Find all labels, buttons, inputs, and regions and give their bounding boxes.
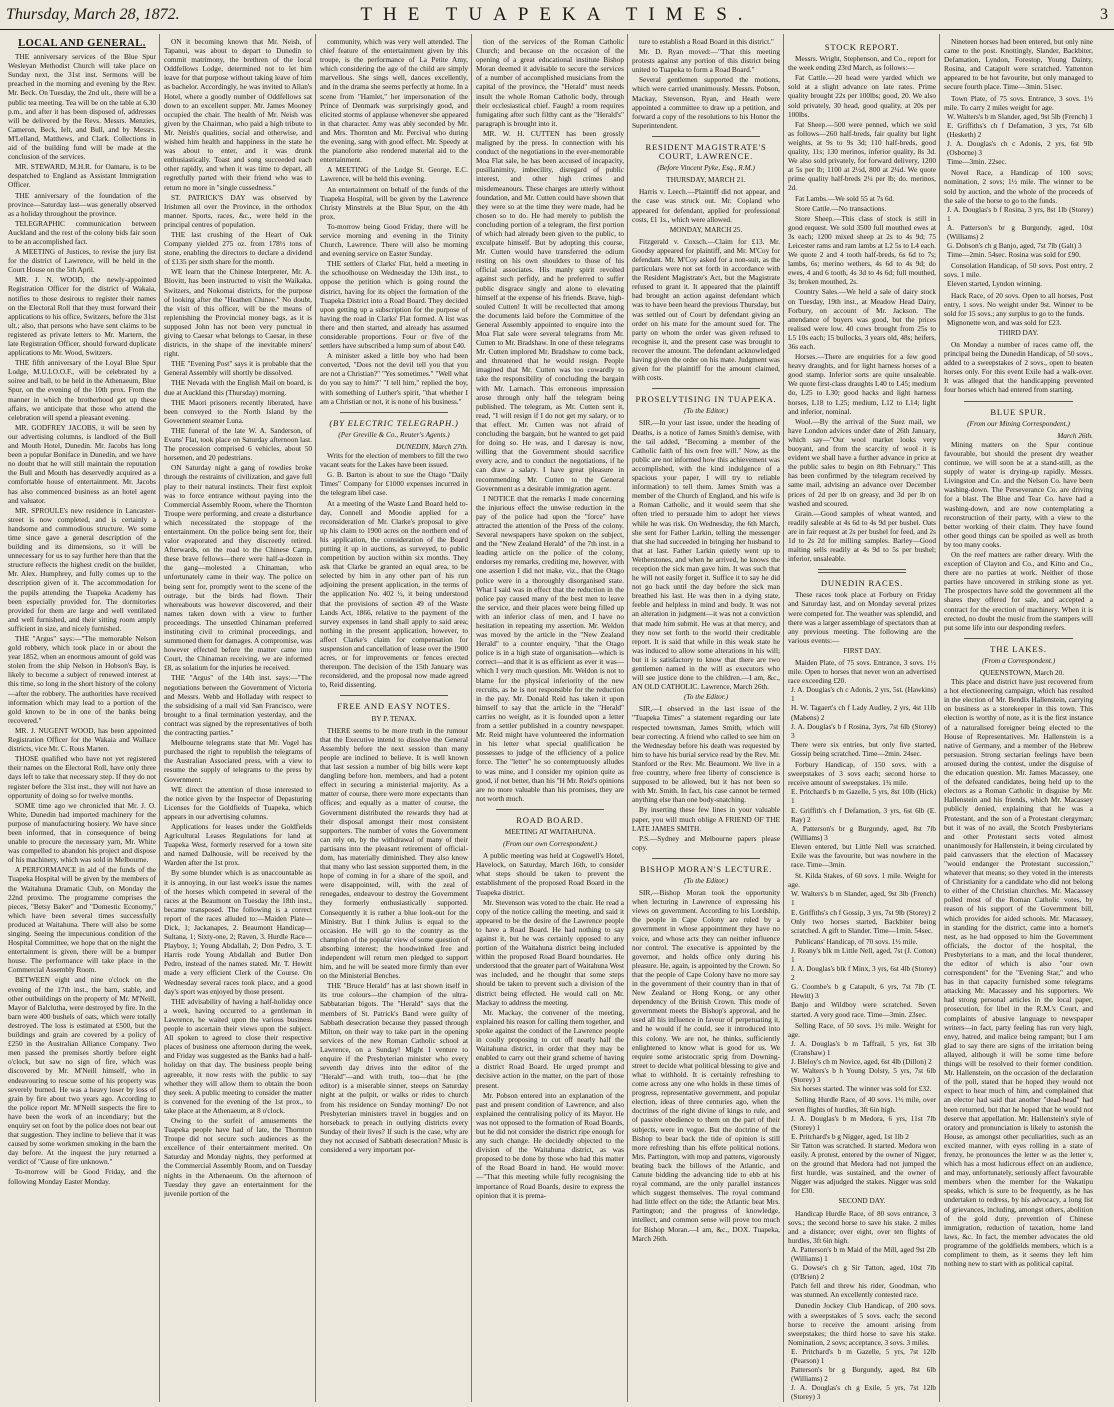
article-paragraph: THOSE qualified who have not yet registered their names on the Electoral Roll, have only three days left to take that necessary step. If they do not register before the 31st inst., they will not have an opportunity of doing so for twelve months.: [8, 754, 156, 800]
article-paragraph: A PERFORMANCE in aid of the funds of the Tuapeka Hospital will be given by the members of the Waitahuna Dramatic Club, on Monday the 22nd proximo. The programme comprises the pieces, "Betsy Baker" and "Domestic Economy," which have been several times successfully produced at Waitahuna. There will also be some singing. Seeing the impecunious condition of the Hospital Committee, we hope that on the night the entertainment is given, there will be a bumper house. The performance will take place in the Commercial Assembly Room.: [8, 865, 156, 975]
race-results-day-2: [788, 1209, 936, 1402]
article-paragraph: A MEETING of the Lodge St. George, E.C. Lawrence, will be held this evening.: [320, 165, 468, 184]
article-paragraph: By inserting these few lines in your valuable paper, you will much oblige A FRIEND OF THE LATE JAMES SMITH.: [632, 805, 780, 833]
article-paragraph: Harris v. Leech.—Plaintiff did not appear, and the case was struck out. Mr. Copland who appeared for defendant, applied for professional costs, £1 1s., which were allowed.: [632, 187, 780, 224]
article-paragraph: THE funeral of the late W. A. Sanderson, of Evans' Flat, took place on Saturday afternoon last. The procession comprised 6 vehicles, about 50 horsemen, and 20 pedestrians.: [164, 425, 312, 463]
court-cases-1: [632, 187, 780, 223]
article-paragraph: Mr. D. Ryan moved:—"That this meeting protests against any portion of this district being united to Tuapeka to form a Road Board.": [632, 47, 780, 75]
article-paragraph: BETWEEN eight and nine o'clock on the evening of the 17th inst., the barn, stable, and other outbuildings on the property of Mr. M'Neill, Mayor of Balclutha, were destroyed by fire. In the barn were 400 bushels of oats, which were totally destroyed. The loss is estimated at £500, but the buildings and grain are covered by a policy of £250 in the Australian Alliance Company. Two men passed the premises shortly before eight o'clock, but saw no sign of fire, which was discovered by Mr. M'Neill himself, who in endeavouring to rescue some of his property was severely burned. He was a heavy loser by loss of grain by fire about two years ago. According to the police report Mr. M'Neill suspects the fire to have been the work of an incendiary; but the enquiry set on foot by the police does not bear out that suggestion. They incline to believe that it was caused by some workmen smoking in the barn the day before. At the inquest the jury returned a verdict of "Cause of fire unknown.": [8, 975, 156, 1167]
race-entry: [944, 291, 1093, 327]
article-paragraph: Mr. Pobson entered into an explanation of the past and present condition of Lawrence, and also explained the centralising policy of its Mayor. He was not opposed to the formation of Road Boards, but he did not consider the district ripe enough for any such change. He decidedly objected to the division of the Waitahuna district, as was proposed to be done by those who had this matter of the Road Board in hand. He would move:—"That this meeting while fully recognising the importance of Road Boards, desire to express the opinion that it is prema-: [476, 1090, 624, 1200]
race-line: E. Pritchard's b m Gazelle, 5 yrs, 7st 12lb (Pearson) 1: [791, 1346, 936, 1366]
article-paragraph: Several gentlemen supported the motions, which were carried unanimously. Messrs. Pobson, Mackay, Stevenson, Ryan, and Heath were appointed a committee to draw up a petition, and forward a copy of the resolutions to his Honor the Superintendent.: [632, 75, 780, 130]
race-title: Consolation Handicap, of 50 sovs. Post entry, 2 sovs. 1 mile.: [944, 261, 1093, 280]
divider: [340, 695, 448, 696]
race-line: Eleven entered, but Little Nell was scratched. Exile was the favourite, but was nowhere in the race. Time—3min.: [791, 841, 936, 870]
divider: [964, 638, 1073, 639]
article-paragraph: THE Maori prisoners recently liberated, have been conveyed to the North Island by the Government steamer Luna.: [164, 397, 312, 425]
article-paragraph: MR. GODFREY JACOBS, it will be seen by our advertising columns, is landlord of the Bull and Mouth Hotel, Dunedin. Mr. Jacobs has long been a popular Boniface in Dunedin, and we have no doubt that he will still maintain the reputation the Bull and Mouth has deservedly acquired as a comfortable house of entertainment. Mr. Jacobs has also commenced business as an hotel agent and valuator.: [8, 422, 156, 505]
race-line: Only two horses started, Backbiter being scratched. A gift to Slander. Time—1min. 54sec.: [791, 916, 936, 935]
local-general-items: [8, 52, 156, 1186]
race-line: E. Pritchard's b m Gazelle, 5 yrs, 8st 10lb (Hick) 1: [791, 787, 936, 806]
article-paragraph: THE anniversary of the foundation of the province—Saturday last—was generally observed as a holiday throughout the province.: [8, 190, 156, 218]
road-board-subheading: MEETING AT WAITAHUNA.: [504, 826, 596, 836]
article-paragraph: Fat Sheep.—500 were penned, which we sold as follows—260 half-breds, fair quality but light weights, at 9s to 9s 3d; 110 half-breds, good quality, 11s; 130 merinos, inferior quality, 8s 3d. We also sold privately, for forward delivery, 1200 at 5s per lb; 1100 at 2½d, 800 at 2¼d. We quote prime quality half-breds 2¼ per lb; do. merinos, 2d.: [788, 119, 936, 193]
article-paragraph: Wool.—By the arrival of the Suez mail, we have London advices under date of 26th January, which say—"Our wool market looks very buoyant, and from the scarcity of wool it is evident we shall have a further advance in price at the public sales to begin on 8th February." This has been confirmed by the telegram received by same mail, advising an advance over December prices of 2d per lb on greasy, and 3d per lb on washed and scoured.: [788, 416, 936, 508]
race-line: Mignonette won, and was sold for £23.: [947, 317, 1062, 327]
article-paragraph: THE "Argus" of the 14th inst. says:—"The negotiations between the Government of Victoria and Messrs. Webb and Holladay with respect to the subsidising of a mail vid San Francisco, were brought to a final termination yesterday, and the contract was signed by the representatives of both the contracting parties.": [164, 673, 312, 738]
stock-report-items: [788, 54, 936, 563]
article-paragraph: MR. SPROULE's new residence in Lancaster-street is now completed, and is certainly a handsome and commodious structure. We some time since gave a general description of the building and its dimensions, so it will be unnecessary for us to say further here than that the structure reflects the highest credit on the builder, Mr. Alex. Humphrey, and fully comes up to the description given of it. The accommodation for the pupils attending the Tuapeka Academy has been especially provided for. The dormitories provided for them are large and well ventilated and well furnished, and their sitting room amply sufficient in size, and nicely furnished.: [8, 505, 156, 633]
magistrate-court-presiding: (Before Vincent Pyke, Esq., R.M.): [657, 163, 755, 173]
race-line: H. W. Tagaert's ch f Lady Audley, 2 yrs, 4st 11lb (Mabens) 2: [791, 703, 936, 722]
race-line: A. Patterson's br g Burgundy, aged, 8st 7lb (Williams) 3: [791, 823, 936, 842]
lakes-dateline: QUEENSTOWN, March 20.: [979, 668, 1065, 677]
race-line: E. Griffiths's ch f Defamation, 3 yrs, 7st 6lb (Hesketh) 2: [947, 120, 1093, 139]
race-line: Sir Tatton was scratched. It started. Medora won easily. A protest, entered by the owner of Nigger, on the ground that Medora had not jumped the first hurdle, was sustained, and the owner of Nigger was adjudged the stakes. Nigger was sold for £30.: [791, 1140, 936, 1196]
article-paragraph: To-morrow will be Good Friday, and the following Monday Easter Monday.: [8, 1167, 156, 1186]
race-line: E. Griffiths's ch f Gossip, 3 yrs, 7st 9lb (Storey) 2: [791, 907, 936, 917]
race-entry: [788, 871, 936, 935]
blue-spur-heading: BLUE SPUR.: [990, 406, 1047, 417]
race-results-day-1: [788, 658, 936, 1195]
article-paragraph: MR. STEWARD, M.H.R. for Oamaru, is to be despatched to England as Assistant Immigration Officer.: [8, 162, 156, 190]
article-paragraph: P.S.—Sydney and Melbourne papers please copy.: [632, 833, 780, 852]
race-title: Novel Race, a Handicap of 100 sovs; nomination, 2 sovs; 1½ mile. The winner to be sold by auction, and the whole of the proceeds of the sale of the horse to go to the funds.: [944, 168, 1093, 205]
stock-report-heading: STOCK REPORT.: [824, 42, 900, 52]
column-7: [940, 34, 1096, 1402]
article-paragraph: This place and district have just recovered from a hot electioneering campaign, which has resulted in the election of Mr. Bendix Hallenstein, carrying on business as a storekeeper in this town. This election is worthy of note, as it is the first instance of a naturalised foreigner being elected to the House of Representatives. Mr. Hallenstein is a native of Germany, and a member of the Hebrew persuasion. Strong sectarian feelings have been aroused during the contest, under the disguise of the education question. Mr. James Macassey, one of the defeated candidates, being held up to the electors as a Roman Catholic in disguise by Mr. Hallenstein and his friends, which Mr. Macassey publicly denied, explaining that he was a Protestant, and the son of a Protestant clergyman; but it was of no avail, the Scotch Presbyterians and other Protestant sects voted almost unanimously for Hallenstein, it being circulated by paid canvassers that the election of Macassey "would endanger the Protestant succession," whatever that means; so they voted in the interests of Christianity for a candidate who did not belong to either of the Christian churches. Mr. Macassey polled most of the Roman Catholic votes, by reason of his support of the Government bill, which provides for aided schools. Mr. Macassey, in standing for the district, came into a hornet's nest, as he had opposed to him the Government officials, the doctor of the hospital, the Presbyterians to a man, and the local thunderer, the editor of which is also "our own correspondent" for the "Evening Star," and who has in that capacity furnished some telegrams attacking Mr. Macassey and his supporters. We had strong personal articles in the local paper, prosecution, for libel in the R.M.'s Court, and complaints of abusive language to newspaper writers—in fact, party feeling has run very high, envy, hatred, and malice being rampant; but I am glad to say there are signs of the irritation being allayed, although it will be some time before things will be resolved to their former condition. Mr. Hallenstein, on the occasion of the declaration of the poll, stated that he hoped they would not expect to hear much of him, and complained that an elector had said that another "dead-head" had been returned, but that he hoped that he would not deserve that appellation. Mr. Hallenstein's style of oratory and pronunciation is likely to astonish the House, as amongst other peculiarities, such as an excited manner, with eyes rolling in a state of frenzy, he pronounces the letter w as the letter v, which has a most ludicrous effect on an audience, and may, unfortunately, seriously affect favourable members when the member for the Wakatipu speaks, which is sure to be frequently, as he has undertaken to redress, by his advocacy, a long list of grievances, including, amongst others, abolition of the gold duty, prevention of Chinese immigration, reduction of taxation, home land laws, &c. In fact, the member advocates the old programme of the goldfields members, which is a compliment to them, as it seems they left him nothing new to start with as political capital.: [944, 677, 1093, 1269]
race-entry: [944, 168, 1093, 259]
race-entry: [788, 937, 936, 1019]
road-board-correspondent: (From our own Correspondent.): [503, 839, 597, 849]
lakes-correspondent: (From a Correspondent.): [981, 655, 1056, 665]
article-paragraph: Country Sales.—We held a sale of dairy stock on Tuesday, 19th inst., at Meadow Head Dairy, Forbury, on account of Mr. Jackson. The attendance of buyers was good, but the prices realised were low. 40 cows brought from 25s to L5 10s each; 15 bullocks, 3 years old, 48s; heifers, 36s each.: [788, 287, 936, 351]
article-paragraph: Mr. Stevenson was voted to the chair. He read a copy of the notice calling the meeting, and said it appeared to be the desire of the Lawrence people to have a Road Board. He had nothing to say against it, but he was certainly opposed to any portion of the Waitahuna district being included within the proposed Road Board boundaries. He understood that the greater part of Waitahuna West was included, and he thought that some steps should be taken to prevent such a division of the district being effected. He would call on Mr. Mackay to address the meeting.: [476, 897, 624, 1007]
article-paragraph: THE "Evening Post" says it is probable that the General Assembly will shortly be dissolved.: [164, 359, 312, 378]
race-title: Handicap Hurdle Race, of 80 sovs entrance, 3 sovs.; the second horse to save his stake. 2 miles and a distance; over eight, over ten flights of hurdles, 3ft 6in high.: [788, 1208, 936, 1245]
divider: [496, 809, 604, 810]
newspaper-title: THE TUAPEKA TIMES.: [360, 3, 754, 25]
column-1: [4, 34, 160, 1402]
divider: [340, 412, 448, 413]
article-paragraph: Applications for leases under the Goldfields Agricultural Leases Regulations for land at Tuapeka West, formerly reserved for a town site and named Dalhousie, will be received by the Warden after the 1st prox.: [164, 821, 312, 868]
race-entry: [788, 760, 936, 869]
race-line: A. Patterson's b m Maid of the Mill, aged 9st 2lb (Williams) 1: [791, 1244, 936, 1263]
race-line: J. A. Douglas's b f Rosina, 3 yrs, 8st 1lb (Storey) 1: [947, 204, 1093, 223]
article-paragraph: On the reef matters are rather dreary. With the exception of Clayton and Co., and Kitto and Co., there are no parties at work. Neither of those parties have uncovered in striking stone as yet. The prospectors have sold the government all the shares they offered for sale, and accepted a contract for the erection of machinery. When it is erected, no doubt the music from the stampers will put some life into our desponding reefers.: [944, 549, 1093, 632]
article-paragraph: community, which was very well attended. The chief feature of the entertainment given by this troupe, is the performance of La Petite Amy, which considering the age of the child are simply marvellous. She sings well, dances excellently, and in the drama she seems perfectly at home. In a scene from "Hamlet," her impersonation of the Prince of Denmark was surprisingly good, and elicited storms of applause whenever she appeared in that character. Amy was ably seconded by Mr. and Mrs. Thornton and Mr. Percival who during the evening, sang with good effect. Mr. Speedy at the pianoforte also rendered material aid to the entertainment.: [320, 37, 468, 165]
race-entry: [788, 658, 936, 758]
bishop-moran-letter: [632, 888, 780, 1243]
magistrate-court-heading: RESIDENT MAGISTRATE'S COURT, LAWRENCE.: [645, 141, 767, 162]
article-paragraph: ST. PATRICK'S DAY was observed by Irishmen all over the Province, in the orthodox manner. Sports, races, &c., were held in the principal centres of population.: [164, 192, 312, 229]
race-line: G. Dowse's ch g Sir Tatton, aged, 10st 7lb (O'Brien) 2: [791, 1263, 936, 1282]
race-title: Publicans' Handicap, of 70 sovs. 1½ mile.: [795, 936, 918, 946]
race-entry: [788, 1301, 936, 1401]
article-paragraph: THERE seems to be more truth in the rumour that the Executive intend to dissolve the General Assembly before the next session than many people are inclined to believe. It is well known that last session a number of big bills were kept dangling before hon. members, and had a potent effect in securing a ministerial majority. As a matter of course, there were more expectants than offices; and equally as a matter of course, the Government distributed the rewards they had at their disposal amongst their most consistent supporters. The number of votes the Government can rely on, by the withdrawal of many of their partisans into the pleasant retirement of official-dom, has materially diminished. They also know that many who last session supported them, in the hope of coming in for a share of the spoil, and were disappointed, will, with the zeal of renegades, endeavour to destroy the Government they formerly enthusiastically supported. Consequently it is rather a blue look-out for the Ministry. But I think Julius is equal to the occasion. He will go to the country as the champion of the popular view of some question of absorbing interest; the hoodwinked free and independent will return men pledged to support him, and he will be seated more firmly than ever on the Ministerial Benches.: [320, 725, 468, 981]
road-board-heading: ROAD BOARD.: [516, 814, 584, 825]
article-paragraph: These races took place at Forbury on Friday and Saturday last, and on Monday several prizes were competed for. The weather was splendid, and there was a larger assemblage of spectators than at any previous meeting. The following are the various events:—: [788, 590, 936, 645]
issue-date: Thursday, March 28, 1872.: [6, 5, 180, 23]
telegraph-heading: (BY ELECTRIC TELEGRAPH.): [329, 417, 459, 428]
article-paragraph: Store Sheep.—This class of stock is still in good request. We sold 3500 full mouthed ewes at 3s each; 1200 mixed sheep at 2s to 4s 9d; 75 Leicester rams and ram lambs at L2 5s to L4 each. We quote 2 and 4 tooth half-breds, 6s 6d to 7s; lambs, 6s; merino wethers, 4s 6d to 4s 9d; do ewes, 4 and 6 tooth, 4s 3d to 4s 6d; full mouthed, 3s; broken mouthed, 2s.: [788, 213, 936, 287]
article-paragraph: THE anniversary services of the Blue Spur Wesleyan Methodist Church will take place on Sunday next, the 31st inst. Sermons will be preached in the morning and evening by the Rev. Mr. Beck. On Tuesday, the 2nd ult., there will be a public tea meeting. Tea will be on the table at 6.30 p.m., and after it has been disposed of, addresses will be delivered by the Revs. Messrs. Menzies, Cameron, Beck, Ielt, and Bull, and by Messrs. M'Lelland, Matthews, and Clark. Collections in aid of the building fund will be made at the conclusion of the services.: [8, 52, 156, 162]
race-line: W. Walters's b h Young Dolsty, 5 yrs, 7st 6lb (Storey) 3: [791, 1066, 936, 1085]
column-2: [160, 34, 316, 1402]
letter-label-2: (To the Editor.): [683, 692, 729, 702]
lakes-heading: THE LAKES.: [990, 643, 1047, 654]
article-paragraph: SIR,—Bishop Moran took the opportunity when lecturing in Lawrence of expressing his views on government. According to his Lordship, the people in Cape Colony are ruled by a government in whose appointment they have no voice, and whose acts they can neither influence nor control. The executive is appointed by the governor, and holds office only during his pleasure. He, again, is appointed by the Crown. So that the people of Cape Colony have no more say in the government of their country than in that of New Zealand or Hong Kong, or any other dependency of the British Crown. This mode of government meets the Bishop's approval, and he used all his influence in favour of perpetuating it, and he would if he could, see it introduced into this colony. We are not, he thinks, sufficiently enlightened to know what is good for us. We require some aristocratic sprig from Downing-street to decide what political blessing to give and what to withhold. It is certainly refreshing to come across any one who holds in these times of progress, representative government, and popular election, ideas of three centuries ago, when the doctrines of the right divine of kings to rule, and of passive obedience to them on the part of their subjects, were in vogue. But the doctrine of the Bishop to bear back the tide of opinion is still more refreshing than his effete political notions. Mrs. Partington, with mop and pattens, vigorously beating back the billows of the Atlantic, and Canute bidding the advancing tide to ebb at his royal command, are the only parallel instances which suggest themselves. The royal command had little effect on the tide; the Atlantic beat Mrs. Partington; and the progress of knowledge, intellect, and common sense will prove too much for Bishop Moran.—I am, &c., DOX. Tuapeka, March 26th.: [632, 888, 780, 1243]
article-paragraph: THE "Bruce Herald" has at last shown itself in its true colours—the champion of the ultra-Sabbatarian bigots. The "Herald" says that the members of St. Patrick's Band were guilty of Sabbath desecration because they passed through Milton, on their way to take part in the opening services of the new Roman Catholic school at Lawrence, on a Sunday! Might I venture to enquire if the Presbyterian minister who every seventh day drives into the editor of the "Herald"—and with truth, too—that he (the editor) is a miserable sinner, steeps on Saturday night at the pulpit, or walks or rides to church from his residence on Sunday morning? Do not Presbyterian ministers travel in buggies and on horseback to preach in outlying districts every Sunday of their lives? If such is the case, why are they not accused of Sabbath desecration? Music is considered a very important por-: [320, 981, 468, 1154]
race-line: J. A. Douglas's ch c Adonis, 2 yrs, 6st 9lb (Osborne) 3: [947, 139, 1093, 158]
article-paragraph: A MEETING of Justices, to revise the jury list for the district of Lawrence, will be held in the Court House on the 5th April.: [8, 247, 156, 275]
race-title: Hack Race, of 20 sovs. Open to all horses, Post entry, 1 sovs. No weight under 9st. Winner to be sold for 15 sovs.; any surplus to go to the funds.: [944, 290, 1093, 318]
race-title: Selling Race, of 50 sovs. 1½ mile. Weight for age.: [788, 1020, 936, 1039]
court-date-1: THURSDAY, MARCH 21.: [666, 175, 746, 185]
race-day-1: FIRST DAY.: [843, 645, 881, 655]
race-line: Time—3min. 22sec.: [947, 157, 1007, 167]
letter-label-1: (To the Editor.): [683, 406, 729, 416]
article-paragraph: THE fifth anniversary of the Loyal Blue Spur Lodge, M.U.I.O.O.F., will be celebrated by a soiree and ball, to be held in the Athenaeum, Blue Spur, on the evening of the 10th prox. From the manner in which the brotherhood get up these affairs, we anticipate that those who attend the celebration will spend a pleasant evening.: [8, 358, 156, 422]
article-paragraph: At a meeting of the Waste Land Board held to-day, Connell and Moodie applied for a reconsideration of Mr. Clarke's proposal to give up his claim to 1900 acres on the northern end of his application, the consideration of the Board putting it up in auctions, as surveyed, to public competition by auction within six months. They ask that Clarke be granted an equal area, to be selected by him in any other part of his run adjoining the present application, in the terms of the application No. 402 ½, it being understood that the provisions of section 49 of the Waste Lands Act, 1866, relative to the payment of the survey expenses in land shall apply to said area; nothing in the present application, however, to affect Clarke's claim for compensation for suspension and cancellation of lease over the 1900 acres, or for improvements or fences erected thereupon. The decision of the 15th January was reconsidered, and the proposal now made agreed to, Reid dissenting.: [320, 498, 468, 690]
race-title: St. Kilda Stakes, of 60 sovs. 1 mile. Weight for age.: [788, 871, 936, 890]
letter-label-3: (To the Editor.): [683, 875, 729, 885]
race-title: Selling Hurdle Race, of 40 sovs. 1½ mile, over seven flights of hurdles, 3ft 6in high.: [788, 1095, 936, 1114]
race-entry: [788, 1095, 936, 1195]
article-paragraph: Fat Cattle.—20 head were yarded which we sold at a slight advance on late rates. Prime quality brought 22s per 100lbs; good, 20. We also sold privately, 30 head, good quality, at 20s per 100lbs.: [788, 73, 936, 119]
article-paragraph: A minister asked a little boy who had been converted, "Does not the devil tell you that you are not a Christian?" "Yes sometimes." "Well what do you say to him?" "I tell him," replied the boy, with something of Luther's spirit, "that whether I am a Christian or not, it is none of his business.": [320, 351, 468, 406]
article-paragraph: THE last crushing of the Heart of Oak Company yielded 275 oz. from 178½ tons of stone, enabling the directors to declare a dividend of £135 per sixth share for the month.: [164, 229, 312, 267]
article-paragraph: On Monday a number of races came off, the principal being the Dunedin Handicap, of 50 sovs., added to a sweepstakes of 2 sovs., open to beaten horses only. For this event Exile had a walk-over. It was alleged that the handicapping prevented four horses which had entered from starting.: [944, 340, 1093, 395]
road-board-items: [476, 851, 624, 1200]
local-items-end: [320, 37, 468, 406]
article-paragraph: Store Cattle.—No transactions.: [795, 203, 887, 213]
article-paragraph: WE direct the attention of those interested to the notice given by the Inspector of Depasturing Licenses for the Goldfields of Tuapeka, which appears in our advertising columns.: [164, 784, 312, 821]
races-continued: [944, 37, 1093, 92]
telegraph-source: (Per Greville & Co., Reuter's Agents.): [338, 429, 450, 439]
article-paragraph: Melbourne telegrams state that Mr. Vogel has purchased the right to republish the telegrams of the Australian Associated press, with a view to resume the supply of telegrams to the press by Government.: [164, 738, 312, 784]
race-line: Time—2min. 54sec. Rosina was sold for £90.: [947, 250, 1081, 260]
race-line: J. A. Douglas's b f Rosina, 3yrs, 7st 6lb (Storey) 3: [791, 721, 936, 740]
race-line: W. Walters's b m Slander, aged, 9st 3lb (French) 1: [791, 889, 936, 908]
race-line: J. Reany's blk m Little Nell, aged, 7st (J. Cotton) 1: [791, 945, 936, 964]
telegraph-dateline: DUNEDIN, March 27th.: [396, 441, 468, 451]
race-line: J. A. Douglas's blk f Minx, 3 yrs, 6st 4lb (Storey) 2: [791, 964, 936, 983]
article-paragraph: Fitzgerald v. Coxsch.—Claim for £13. Mr. Goodsy appeared for plaintiff, and Mr. M'Coy for defendant. Mr. M'Coy asked for a non-suit, as the particulars were not set forth in accordance with the Resident Magistrate's Act, but the Magistrate refused to grant it. It appeared that the plaintiff had brought an action against defendant which was to have been heard the previous Thursday, but was settled out of Court by defendant giving an order on his mate for the amount sued for. The party on whom the order was given refused to recognise it, and the present case was brought to recover the amount. The defendant acknowledged having given the order on his mate. Judgment was given for the plaintiff for the amount claimed, with costs.: [632, 236, 780, 383]
article-paragraph: Grain.—Good samples of wheat wanted, and readily saleable at 4s 6d to 4s 9d per bushel. Oats are in fair request at 2s per bushel for feed, and 2s 1d to 2s 2d for milling samples. Barley—Good malting sells readily at 4s 9d to 5s per bushel; inferior, unsaleable.: [788, 508, 936, 564]
race-title: Town Plate, of 75 sovs. Entrance, 3 sovs. 1½ mile. To carry 2 miles weight for age.: [944, 93, 1093, 112]
article-paragraph: ture to establish a Road Board in this district.": [639, 37, 774, 46]
article-paragraph: SOME time ago we chronicled that Mr. J. O. White, Dunedin had imported machinery for the purpose of manufacturing hosiery. We have since been informed, that in consequence of being unable to procure the necessary yarn, Mr. White was compelled to abandon his project and dispose of his machinery, which was sold in Melbourne.: [8, 800, 156, 865]
article-paragraph: SIR,—I observed in the last issue of the "Tuapeka Times" a statement regarding our late respected townsman, James Smith, which will bear correcting. A friend who called to see him on the Wednesday before his death was requested by him to have his burial service read by the Rev. Mr. Stanford or the Rev. Mr. Beaumont. We live in a free country, where free liberty of conscience is supposed to be allowed, but it has not been so with Mr. Smith. In fact, his case cannot be termed anything else than one body-snatching.: [632, 704, 780, 805]
blue-spur-correspondent: (From our Mining Correspondent.): [967, 418, 1070, 428]
article-paragraph: SIR,—In your last issue, under the heading of Deaths, is a notice of James Smith's demise, with the tail added, "Becoming a member of the Catholic faith of his own free will." Now, as the public are not informed how this achievement was accomplished, with the kind indulgence of a spacious your paper, I will try to reliable information) to tell them. James Smith was a member of the Church of England, and his wife is a Roman Catholic, and it would seem that she often tried to persuade him to adopt her views while he was risk. On Wednesday, the 6th March, she sent for Father Larkin, telling the messenger that she had succeeded in bringing her husband to that at last. Father Larkin quietly went up to Wetherstones, and when he arrived, he knows the reception the sick man gave him. It was such that he will not easily forget it. Suffice it to say he did not go back until the day before the sick man breathed his last. He was then in a dying state, feeble and helpless in mind and body. It was not an alteration in judgment—it was not a conviction that made him submit. He was at that mercy, and they now set forth to the world their creditable report. It is said that while in this weak state he was induced to allow some alterations in his will; but it is satisfactory to know that there are two gentlemen named in the will as executors who will see justice done to the children.—I am, &c., AN OLD CATHOLIC. Lawrence, March 26th.: [632, 418, 780, 692]
article-paragraph: Messrs. Wright, Stephenson, and Co., report for the week ending 23rd March, as follows:—: [788, 54, 936, 73]
article-paragraph: THE advisability of having a half-holiday once a week, having occurred to a gentleman in Lawrence, he waited upon the various business people to ascertain their views upon the subject. All spoken to agreed to close their respective places of business one afternoon during the week, and Friday was suggested as the Banks had a half-holiday on that day. The business people being agreeable, it now rests with the public to say whether they will allow them to obtain the boon they seek. A public meeting to consider the matter is convened for the evening of the 1st prox., to take place at the Athenaeum, at 8 o'clock.: [164, 996, 312, 1115]
race-entry: [788, 1209, 936, 1300]
page-number: 3: [1100, 5, 1108, 23]
article-paragraph: MR. W. H. CUTTEN has been grossly maligned by the press. In connection with his conduct of the negotiations in the ever-memorable Moa Flat sale, he has been accused of incapacity, pusillanimity, imbecility, disregard of public interest, and other high crimes and misdemeanours. These charges are utterly without foundation, and Mr. Cutten could have shown that they were so at the time they were made, had he chosen so to do. He had merely to publish the concluding portion of a telegram, the first portion of which had already been given to the public, to exculpate himself. But by adopting this course, Mr. Cutten would have transferred the odium resting on his own shoulders to those of his official associates. His manly spirit revolted against such perfidy, and he preferred to suffer public disgrace singly and alone to elevating himself at the expense of his friends. Brave, high-souled Cutten! It will be recollected that among the documents laid before the Committee of the General Assembly appointed to enquire into the Moa Flat sale were several telegrams from Mr. Cutten to Mr. Bradshaw. In one of these telegrams Mr. Cutten implored Mr. Bradshaw to come back, and threatened that he would resign. People imagined that Mr. Cutten was too cowardly to take the responsibility of concluding the bargain with Mr. Larnach. This erroneous impression arose through only half the telegram being published. The telegram, as Mr. Cutten sent it, read, "I will resign if I do not get my salary, or to that effect. Mr. Cutten was not afraid of concluding the bargain, but he wanted to get paid for doing so. He was, and I daresay is now, willing that the Government should sacrifice every acre, and to conduct the negotiations, if he can draw a salary. I have great pleasure in recommending Mr. Cutten to the General Government as a desirable immigration agent.: [476, 128, 624, 493]
article-paragraph: MR. J. N. WOOD, the newly-appointed Registration Officer for the district of Wakaia, notifies to those desirous to register their names on the Electoral Roll that they must forward their applications to his office, Switzers, before the 31st ult.; also, that persons who have sent claims to be registered as private letters to Mr. Martern, the late Registration Officer, should forward duplicate applications to Mr. Wood, Switzers.: [8, 275, 156, 358]
court-date-2: MONDAY, MARCH 25.: [669, 224, 743, 234]
free-easy-byline: BY P. TENAX.: [371, 713, 417, 723]
local-general-heading: LOCAL AND GENERAL.: [18, 38, 146, 49]
divider: [652, 858, 760, 859]
divider: [652, 136, 760, 137]
proselytising-letter-2: [632, 704, 780, 852]
race-line: A. Patterson's br g Burgundy, aged, 10st (Williams) 2: [947, 222, 1093, 241]
column-5: [628, 34, 784, 1402]
race-title: Forbury Handicap, of 150 sovs. with a sweepstakes of 3 sovs each; second horse to receive amount of sweepstakes. 1¾ mile.: [788, 760, 936, 788]
article-paragraph: WE learn that the Chinese Interpreter, Mr. A. Blovitt, has been instructed to visit the Waikaka, Switzers, and Nokomai districts, for the purpose of looking after the "Heathen Chinee." No doubt, the visit of this officer, will be the means of replenishing the Provincial money bags, as it is supposed John has not been very punctual in giving to Caesar what belongs to Caesar, in these districts, in the shape of the inevitable miners' right.: [164, 267, 312, 359]
article-paragraph: Owing to the surfeit of amusements the Tuapeka people have had of late, the Thornton Troupe did not secure such audiences as the excellence of their entertainment merited. On Saturday and Monday nights, they performed at the Commercial Assembly Room, and on Tuesday nights in the Athenaeum. On the afternoon of Tuesday they gave an entertainment for the juvenile portion of the: [164, 1115, 312, 1198]
race-line: E. Griffith's ch f Defamation, 3 yrs, 6st 6lb (E. Ray) 2: [791, 805, 936, 824]
article-paragraph: Mr. Mackay, the convener of the meeting, explained his reason for calling them together, and spoke against the conduct of the Lawrence people in coolly proposing to cut off nearly half the Waitahuna district, in order that they may be enabled to carry out their grand scheme of having a district Road Board. He urged prompt and decisive action in the matter, on the part of those present.: [476, 1007, 624, 1090]
double-divider: [818, 569, 906, 573]
race-line: J. Bleloy's ch m Novice, aged, 6st 4lb (Dillon) 2: [791, 1057, 932, 1067]
column-4: [472, 34, 628, 1402]
free-easy-heading: FREE AND EASY NOTES.: [337, 701, 451, 712]
article-paragraph: ON Saturday night a gang of rowdies broke through the restraints of civilization, and gave full play to their natural instincts. Their first exploit was to force entrance without paying into the Commercial Assembly Room, where the Thornton Troupe were performing, and create a disturbance which necessitated the stoppage of the entertainment. On the police being sent for, their valor evaporated and they discreetly retired. Afterwards, on the road to the Chinese Camp, these brave fellows—there were half-a-dozen in the gang—molested a Chinaman, who unfortunately came in their way. The police on being sent for, promptly went to the scene of the outrage, but the birds had flown. Their whereabouts was however discovered, and their names taken down with a view to further proceedings. The unsettled Chinaman preferred instituting civil to criminal proceedings, and summoned them for damages. A compromise, was however effected before the matter came into Court, the Chinaman receiving, we are informed £8, as solatium for the injuries he received.: [164, 463, 312, 673]
race-line: Eleven started, Lyndon winning.: [947, 279, 1043, 289]
road-board-continued: [632, 37, 780, 130]
race-line: G. Coombe's b g Catapult, 6 yrs, 7st 7lb (T. Hewitt) 3: [791, 982, 936, 1001]
race-line: There were six entries, but only five started, Gossip being scratched. Time—2min. 24sec.: [791, 739, 936, 758]
article-paragraph: An entertainment on behalf of the funds of the Tuapeka Hospital, will be given by the Lawrence Christy Minstrels at the Blue Spur, on the 4th prox.: [320, 184, 468, 221]
dunedin-races-intro: [788, 590, 936, 645]
masthead: [0, 0, 1114, 30]
article-paragraph: I NOTICE that the remarks I made concerning the injurious effect the unwise reduction in the pay of the police had upon the "force" have attracted the attention of the Press of the colony. Several newspapers have spoken on the subject, and the "New Zealand Herald" of the 7th inst. in a leading article on the police of the colony, endorses my remarks, crediting me, however, with one assertion I did not make, viz., that the Otago police were in a thoroughly disorganised state. What I said was in effect that the reduction in the police pay caused many of the best men to leave the service, and their places were being filled up with an inferior class of men, and I have no hesitation in repeating my assertion. Mr. Weldon was moved by the article in the "New Zealand Herald" to a counter enquiry, "that the Otago police is in a high state of organisation—which is correct—and that it is as efficient as ever it was—which I very much question. Mr. Weldon is not to blame for the physical inferiority of the new recruits, as he is not responsible for the reduction in the pay. Mr. Donald Reid has taken it upon himself to say that the article in the "Herald" carries no weight, as it is founded upon a letter from a settler published in a country newspaper. Mr. Reid might have volunteered the information in his letter what special qualification he possesses to judge of the efficiency of a police force. The "letter" he so contemptuously alludes to was mine, and I consider my opinion quite as good, if not better, than his "H Mr. Reid's opinions are no more valuable than his promises, they are not worth much.: [476, 493, 624, 803]
article-paragraph: To-morrow being Good Friday, there will be service morning and evening in the Trinity Church, Lawrence. There will also be morning and evening service on Easter Sunday.: [320, 221, 468, 259]
race-title: Maiden Plate, of 75 sovs. Entrance, 3 sovs. 1½ mile. Open to horses that never won an advertised race exceeding £20.: [788, 658, 936, 686]
article-paragraph: THE Nevada with the English Mail on board, is due at Auckland this (Thursday) morning.: [164, 378, 312, 397]
article-paragraph: Mining matters on the Spur continue favourable, but should the present dry weather continue, we will soon be at a stand-still, as the supply of water is drying-up rapidly. Messrs. Livingston and Co. and the Nelson Co. have been washing-down. The Perseverance Co. are driving for a blast. The Blue and Tear Co. have had a washing-down, and are now contemplating a reconstruction of their party, with a view to the better working of their claim. They have found other good things can be spoiled as well as broth by too many cooks.: [944, 439, 1093, 549]
race-entry: [944, 94, 1093, 167]
blue-spur-items: [944, 440, 1093, 632]
proselytising-heading: PROSELYTISING IN TUAPEKA.: [635, 394, 777, 405]
race-title: Dunedin Jockey Club Handicap, of 200 sovs. with a sweepstakes of 5 sovs. each; the second horse to receive the amount arising from sweepstakes; the third horse to save his stake. Nomination, 2 sovs; acceptance, 3 sovs. 3 miles.: [788, 1301, 936, 1347]
columns: [4, 34, 1110, 1402]
lakes-items: [944, 677, 1093, 1268]
divider: [652, 388, 760, 389]
column-6: [784, 34, 940, 1402]
article-paragraph: Nineteen horses had been entered, but only nine came to the post. Knottingly, Slander, Backbiter, Defamation, Lyndon, Forestop, Young Dainty, Rosina, and Catapult were scratched. Yattenton appeared to be hot favourite, but only managed to secure fourth place. Time—3min. 51sec.: [944, 37, 1093, 92]
race-line: J. A. Douglas's b m Medora, 6 yrs, 11st 7lb (Storey) 1: [791, 1113, 936, 1132]
race-line: J. A. Douglas's b m Taffrail, 5 yrs, 6st 3lb (Cranshaw) 1: [791, 1038, 936, 1057]
article-paragraph: THE settlers of Clarks' Flat, held a meeting in the schoolhouse on Wednesday the 13th inst., to oppose the petition which is going round the district, having for its object the formation of the Tuapeka District into a Road Board. They decided upon getting up a subscription for the purpose of having the road in Clarks' Flat formed. A list was there and then started, and already has assumed considerable proportions. Four or five of the settlers have subscribed a lump sum of about £40.: [320, 259, 468, 351]
article-paragraph: THE "Argus" says:—"The memorable Nelson gold robbery, which took place in or about the year 1852, when an enormous amount of gold was stolen from the ship Nelson in Hobson's Bay, is likely to become a subject of renewed interest at this time, so long in the short history of the colony—after the robbery. The authorities have received information which may lead to a portion of the gold known to be in one of the banks being recovered.": [8, 634, 156, 725]
court-cases-2: [632, 237, 780, 383]
race-line: Banjo and Wildboy were scratched. Seven started. A very good race. Time—3min. 23sec.: [791, 1000, 936, 1019]
race-line: E. Pritchard's b g Nigger, aged, 1st 1lb 2: [791, 1131, 909, 1141]
local-items-continued: [164, 37, 312, 1198]
article-paragraph: G. B. Barton is about to sue the Otago "Daily Times" Company for £1000 expenses incurred in the telegram libel case.: [320, 470, 468, 498]
article-paragraph: Horses.—There are enquiries for a few good heavy draughts, and for light harness horses of a good stamp. Inferior sorts are quite unsaleable. We quote first-class draughts L40 to L45; medium do, L25 to L30; good hacks and light harness horses, L18 to L25; medium, L12 to L14; light and inferior, nominal.: [788, 352, 936, 416]
race-day-3: THIRD DAY.: [998, 327, 1039, 337]
race-entry: [788, 1021, 936, 1094]
race-line: W. Walters's b m Slander, aged, 9st 5lb (French) 1: [947, 111, 1093, 121]
free-easy-continued: [476, 37, 624, 803]
telegraph-items: [320, 451, 468, 689]
article-paragraph: Writs for the election of members to fill the two vacant seats for the Lakes have been issued.: [320, 451, 468, 470]
divider: [964, 401, 1073, 402]
article-paragraph: A public meeting was held at Cogswell's Hotel, Havelock, on Saturday, March 16th, to consider what steps should be taken to prevent the establishment of the proposed Road Board in the Tuapeka district.: [476, 851, 624, 897]
race-results-continued: [944, 94, 1093, 327]
column-3: [316, 34, 472, 1402]
dunedin-races-heading: DUNEDIN RACES.: [820, 578, 904, 589]
race-line: G. Dobson's ch g Banjo, aged, 7st 7lb (Galt) 3: [947, 241, 1082, 251]
race-line: Six horses started. The winner was sold for £32.: [791, 1084, 932, 1094]
race-line: J. A. Douglas's ch g Exile, 5 yrs, 7st 12lb (Storey) 3: [791, 1383, 936, 1402]
proselytising-letter-1: [632, 418, 780, 691]
race-line: J. A. Douglas's ch c Adonis, 2 yrs, 5st. (Hawkins) 1: [791, 685, 936, 704]
bishop-moran-heading: BISHOP MORAN'S LECTURE.: [639, 863, 773, 874]
blue-spur-date: March 26th.: [1057, 430, 1093, 440]
article-paragraph: TELEGRAPHIC communication between Auckland and the rest of the colony bids fair soon to be an accomplished fact.: [8, 218, 156, 246]
article-paragraph: By some blunder which is as unaccountable as it is annoying, in our last week's issue the names of the horses which competed in several of the races at the Beaumont on Tuesday the 18th inst., became transposed. The following is a correct report of the races alluded to:—Maiden Plate—Dick, 1; Jackanapes, 2. Beaumont Handicap—Sultana, 1; Sixty-one, 2; Raven, 3. Hurdle Race—Playboy, 1; Young Abdallah, 2; Don Pedro, 3. T. Harris rode Young Abdallah and Butler Don Pedro, instead of the names stated. Mr. T. Hewitt made a very efficient Clerk of the Course. On Wednesday several races took place, and a good day's sport was enjoyed by those present.: [164, 868, 312, 996]
race-day-3-report: [944, 340, 1093, 395]
race-line: Patch fell and threw his rider, Goodman, who was stunned. An excellently contested race.: [791, 1281, 936, 1300]
article-paragraph: tion of the services of the Roman Catholic Church; and because on the occasion of the opening of a great educational institute Bishop Moran deemed it advisable to secure the services of a number of accomplished musicians from the capital of the province, the "Herald" must needs insult the whole Roman Catholic body, through their ecclesiastical chief. Faugh! a room requires fumigating after such filthy cant as the "Herald's" paragraph is brought into it.: [476, 37, 624, 128]
article-paragraph: ON it becoming known that Mr. Neish, of Tapanui, was about to depart to Dunedin to commit matrimony, the brethren of the local Oddfellows Lodge, determined not to let him leave for that purpose without taking leave of him as bachelor. Accordingly, he was invited to Allan's Hotel, where a goodly number of Oddfellows sat down to an excellent supper. Mr. James Mooney occupied the chair. The health of Mr. Neish was given by the Chairman, who paid a high tribute to Mr. Neish's qualities, social and otherwise, and wished him health and happiness in the state he was about to enter, and it was drunk enthusiastically. Toast and song succeeded each other rapidly, and when it was time to depart, all regretfully parted with their friend who was to return no more in "single cussedness.": [164, 37, 312, 192]
race-entry: [944, 261, 1093, 288]
race-day-2: SECOND DAY.: [838, 1196, 886, 1206]
article-paragraph: MR. J. NUGENT WOOD, has been appointed Registration Officer for the Wakaia and Wallace districts, vice Mr. C. Rous Marten.: [8, 725, 156, 754]
free-easy-items: [320, 726, 468, 1154]
race-line: Patterson's br g Burgundy, aged, 8st 6lb (Williams) 2: [791, 1365, 936, 1384]
article-paragraph: Fat Lambs.—We sold 55 at 7s 6d.: [795, 193, 895, 203]
